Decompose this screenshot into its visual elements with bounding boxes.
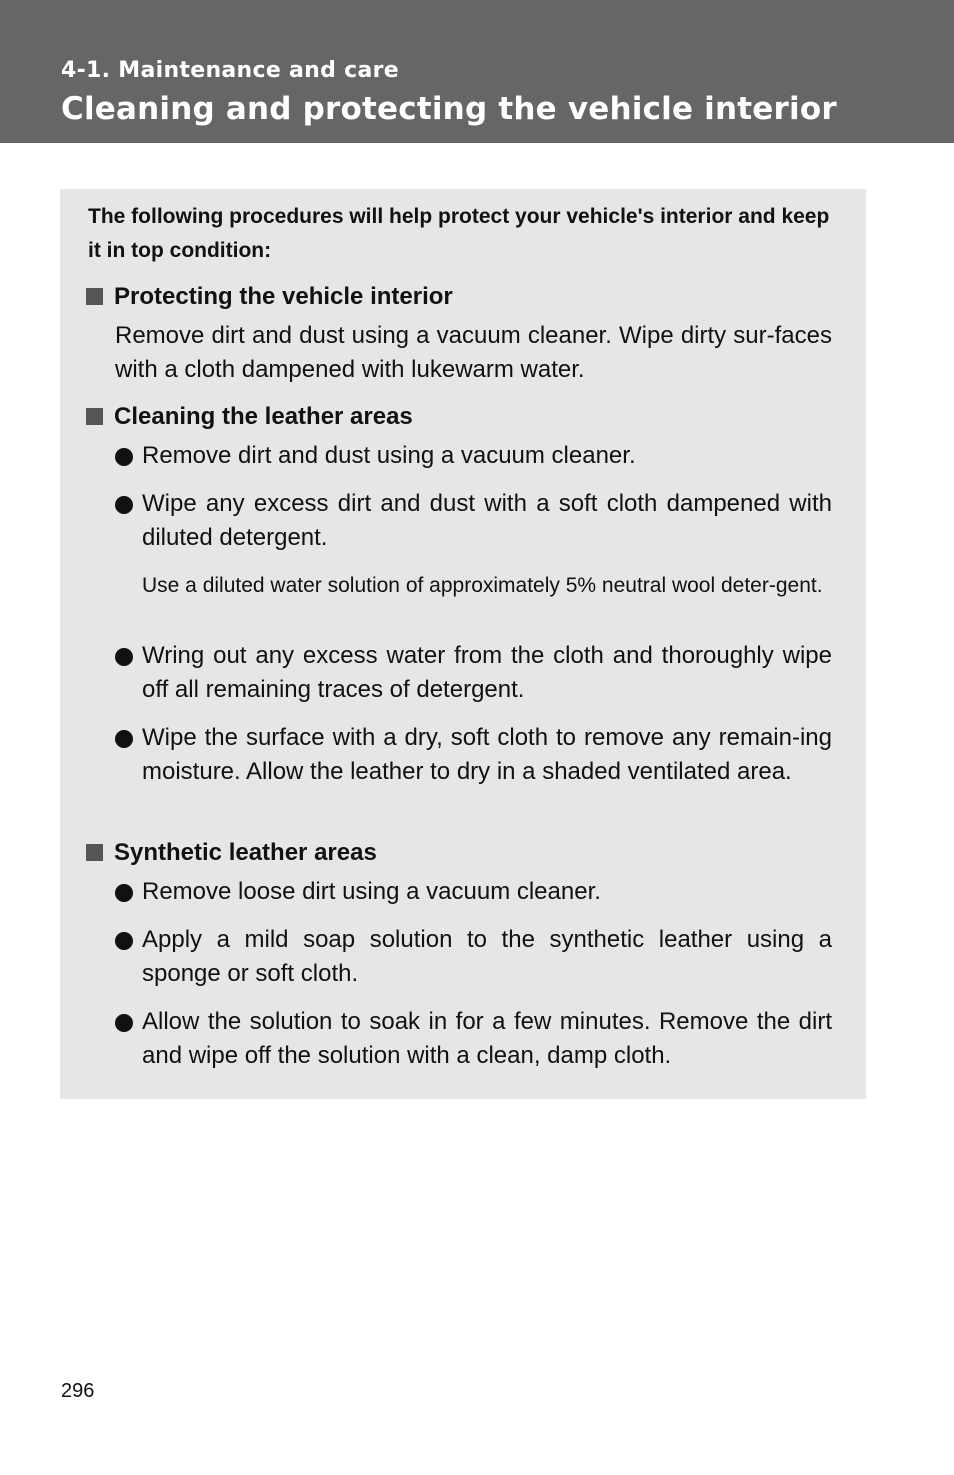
section-heading	[86, 836, 377, 870]
page-number: 296	[61, 1380, 95, 1402]
section-label: 4-1. Maintenance and care	[61, 58, 400, 83]
square-bullet-icon	[86, 288, 103, 305]
list-item-text: Remove loose dirt using a vacuum cleaner.	[142, 878, 601, 905]
section-heading	[86, 400, 413, 434]
list-item	[115, 487, 832, 555]
intro-text: The following procedures will help protect your vehicle's interior and keep it in top condition:	[88, 205, 830, 262]
page-header	[0, 0, 954, 143]
list-item-text: Apply a mild soap solution to the synthetic leather using a sponge or soft cloth.	[142, 926, 832, 987]
section-heading-label: Protecting the vehicle interior	[114, 283, 453, 310]
bullet-icon	[115, 932, 133, 950]
bullet-icon	[115, 884, 133, 902]
list-item-text: Wring out any excess water from the cloth and thoroughly wipe off all remaining traces of detergent.	[142, 642, 832, 703]
list-item-text: Allow the solution to soak in for a few minutes. Remove the dirt and wipe off the solution with a clean, damp cloth.	[142, 1008, 832, 1069]
bullet-icon	[115, 648, 133, 666]
note-text: Use a diluted water solution of approximately 5% neutral wool deter-gent.	[142, 574, 823, 597]
list-item-text: Wipe any excess dirt and dust with a soft cloth dampened with diluted detergent.	[142, 490, 832, 551]
list-item	[115, 721, 832, 789]
list-item	[115, 639, 832, 707]
section-paragraph: Remove dirt and dust using a vacuum cleaner. Wipe dirty sur-faces with a cloth dampened with lukewarm water.	[115, 322, 832, 383]
list-item	[115, 1005, 832, 1073]
page-title: Cleaning and protecting the vehicle interior	[61, 91, 837, 127]
square-bullet-icon	[86, 408, 103, 425]
content-box	[60, 189, 866, 1099]
bullet-icon	[115, 730, 133, 748]
section-heading-label: Cleaning the leather areas	[114, 403, 413, 430]
section-heading	[86, 280, 453, 314]
bullet-icon	[115, 1014, 133, 1032]
bullet-icon	[115, 496, 133, 514]
list-item	[115, 875, 832, 909]
section-heading-label: Synthetic leather areas	[114, 839, 377, 866]
square-bullet-icon	[86, 844, 103, 861]
list-item-text: Wipe the surface with a dry, soft cloth to remove any remain-ing moisture. Allow the leather to dry in a shaded ventilated area.	[142, 724, 832, 785]
list-item-text: Remove dirt and dust using a vacuum cleaner.	[142, 442, 636, 469]
bullet-icon	[115, 448, 133, 466]
list-item	[115, 923, 832, 991]
list-item	[115, 439, 832, 473]
